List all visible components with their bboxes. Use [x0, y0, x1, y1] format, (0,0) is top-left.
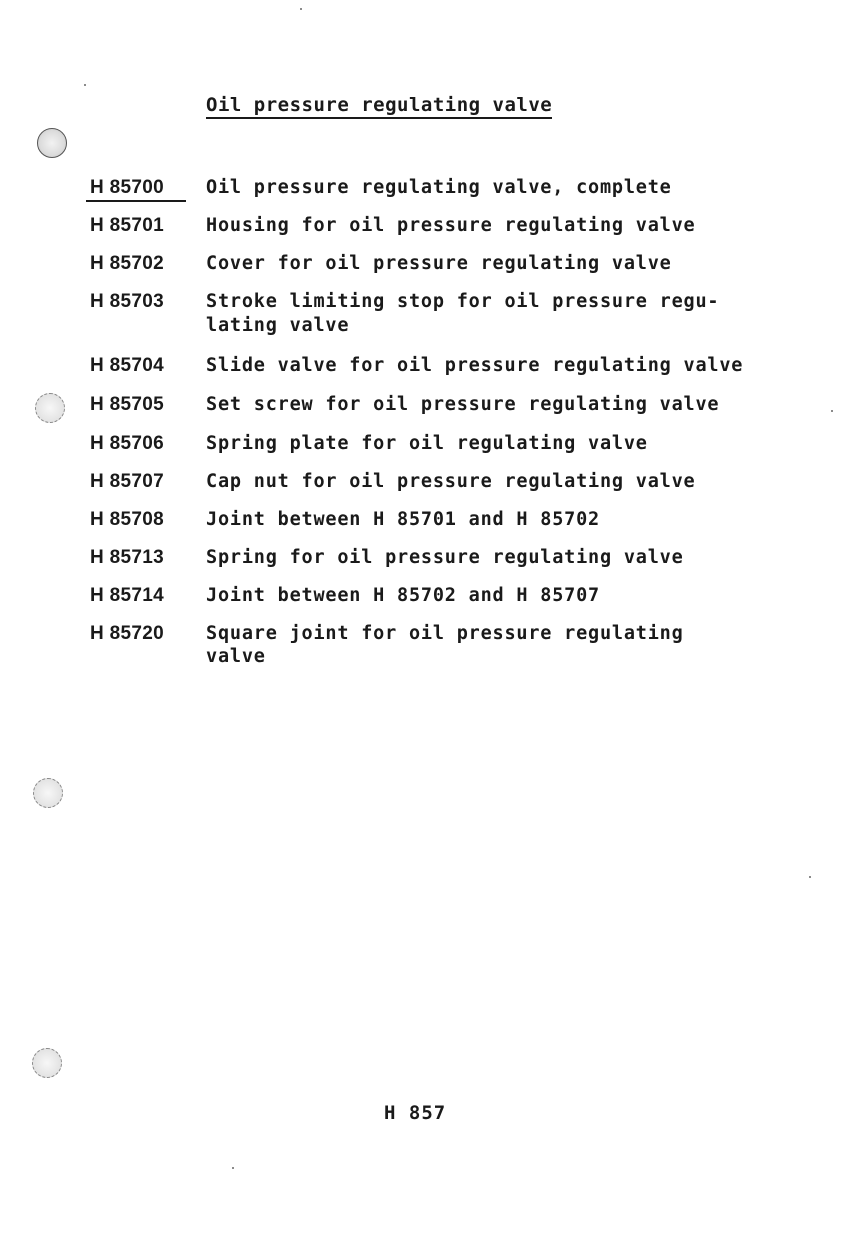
part-number: H 85702 — [90, 253, 164, 274]
part-number: H 85706 — [90, 433, 164, 454]
scan-speck — [809, 876, 811, 878]
part-description: Cap nut for oil pressure regulating valve — [206, 471, 696, 492]
part-description: Spring plate for oil regulating valve — [206, 433, 648, 454]
part-number: H 85707 — [90, 471, 164, 492]
scan-speck — [300, 8, 302, 10]
part-number: H 85714 — [90, 585, 164, 606]
list-item — [86, 546, 806, 584]
part-number: H 85700 — [86, 176, 186, 202]
list-item — [86, 214, 806, 252]
part-number: H 85703 — [90, 291, 164, 312]
part-number: H 85713 — [90, 547, 164, 568]
list-item — [86, 176, 806, 214]
part-description: Joint between H 85701 and H 85702 — [206, 509, 600, 530]
list-item — [86, 432, 806, 470]
part-description: Set screw for oil pressure regulating valve — [206, 394, 720, 415]
list-item — [86, 393, 806, 432]
list-item — [86, 508, 806, 546]
part-description: Joint between H 85702 and H 85707 — [206, 585, 600, 606]
list-item — [86, 290, 806, 354]
list-item — [86, 622, 806, 672]
page-title: Oil pressure regulating valve — [206, 94, 552, 119]
part-description: Housing for oil pressure regulating valve — [206, 215, 696, 236]
punch-hole-icon — [32, 1048, 62, 1078]
part-number: H 85701 — [90, 215, 164, 236]
part-description: Stroke limiting stop for oil pressure regu- lating valve — [206, 291, 720, 336]
list-item — [86, 470, 806, 508]
part-description: Square joint for oil pressure regulating valve — [206, 623, 684, 667]
list-item — [86, 252, 806, 290]
scan-speck — [232, 1167, 234, 1169]
punch-hole-icon — [35, 393, 65, 423]
part-description: Cover for oil pressure regulating valve — [206, 253, 672, 274]
part-description: Slide valve for oil pressure regulating valve — [206, 355, 744, 376]
scan-speck — [831, 410, 833, 412]
part-number: H 85720 — [90, 623, 164, 644]
page-number: H 857 — [384, 1102, 447, 1124]
punch-hole-icon — [33, 778, 63, 808]
punch-hole-icon — [37, 128, 67, 158]
part-description: Oil pressure regulating valve, complete — [206, 177, 672, 198]
scan-speck — [84, 84, 86, 86]
list-item — [86, 584, 806, 622]
part-number: H 85704 — [90, 355, 164, 376]
parts-list — [86, 176, 806, 672]
part-number: H 85708 — [90, 509, 164, 530]
list-item — [86, 354, 806, 393]
part-description: Spring for oil pressure regulating valve — [206, 547, 684, 568]
part-number: H 85705 — [90, 394, 164, 415]
